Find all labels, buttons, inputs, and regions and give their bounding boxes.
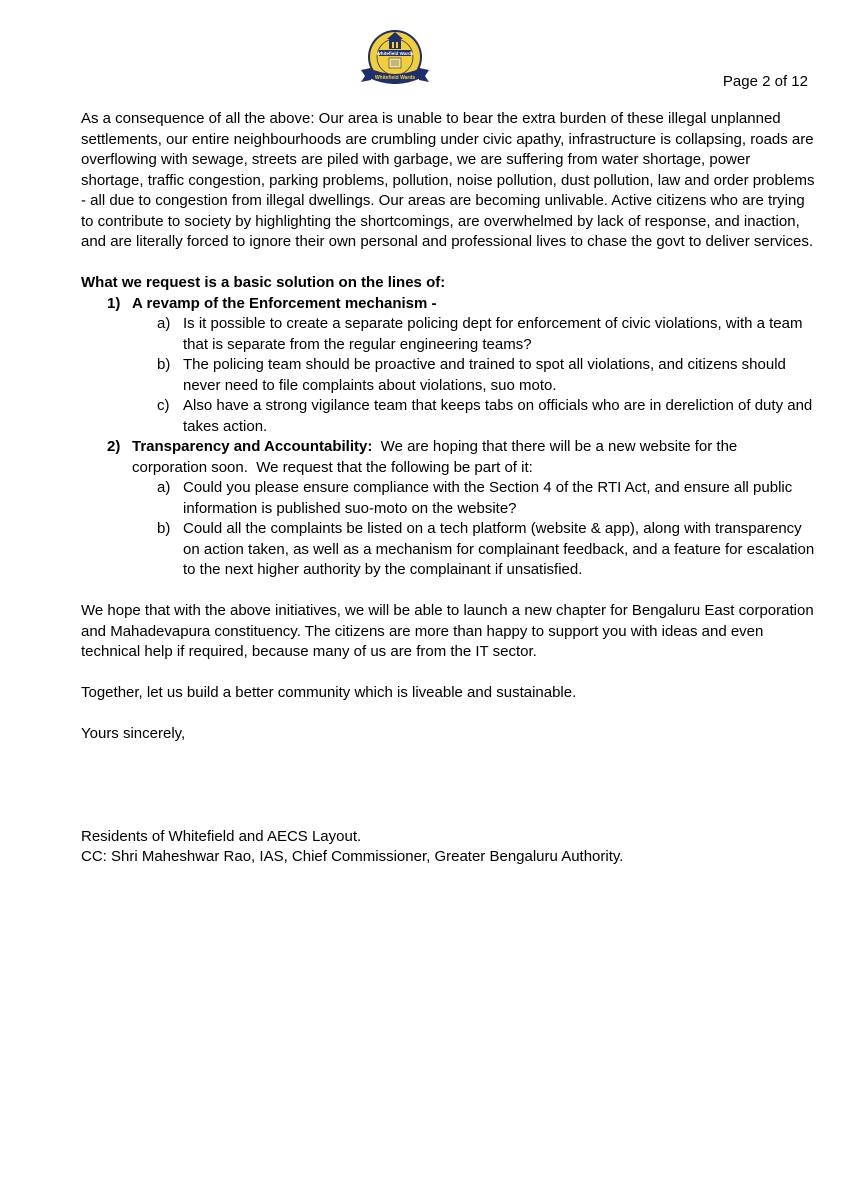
request-label: A revamp of the Enforcement mechanism - bbox=[132, 294, 437, 312]
subitem-marker: b) bbox=[157, 356, 171, 373]
request-list bbox=[81, 294, 816, 581]
subitem-marker: a) bbox=[157, 479, 171, 496]
request-label: Transparency and Accountability: bbox=[132, 438, 373, 455]
request-text: We are hoping that there will be a new website for the corporation soon. We request that the following be part of it: bbox=[132, 438, 742, 476]
subitem-text: The policing team should be proactive and trained to spot all violations, and citizens should never need to file complaints about violations, suo moto. bbox=[183, 356, 786, 394]
request-subitem bbox=[81, 314, 816, 355]
logo-top-text: Whitefield Wards bbox=[376, 50, 414, 56]
hope-paragraph: We hope that with the above initiatives, we will be able to launch a new chapter for Bengaluru East corporation and Mahadevapura constituency. The citizens are more than happy to support you with ideas and even technical help if required, because many of us are from the IT sector. bbox=[81, 602, 814, 660]
subitem-marker: b) bbox=[157, 520, 171, 537]
request-heading: What we request is a basic solution on the lines of: bbox=[81, 274, 446, 291]
request-subitem bbox=[81, 396, 816, 437]
cc-line: CC: Shri Maheshwar Rao, IAS, Chief Commissioner, Greater Bengaluru Authority. bbox=[81, 848, 624, 865]
letter-body bbox=[81, 109, 816, 868]
request-marker: 2) bbox=[107, 438, 121, 455]
request-marker: 1) bbox=[107, 294, 121, 312]
together-paragraph: Together, let us build a better community which is liveable and sustainable. bbox=[81, 684, 577, 701]
page-number: Page 2 of 12 bbox=[722, 73, 808, 90]
request-subitem bbox=[81, 478, 816, 519]
subitem-text: Could you please ensure compliance with the Section 4 of the RTI Act, and ensure all public information is published suo-moto on the website? bbox=[183, 479, 793, 517]
subitem-text: Is it possible to create a separate policing dept for enforcement of civic violations, with a team that is separate from the regular engineering teams? bbox=[183, 315, 803, 353]
signatory-line: Residents of Whitefield and AECS Layout. bbox=[81, 827, 362, 845]
request-subitem bbox=[81, 355, 816, 396]
logo-ribbon-text: Whitefield Wards bbox=[374, 75, 416, 81]
request-subitem bbox=[81, 519, 816, 581]
whitefield-wards-logo bbox=[359, 28, 431, 94]
subitem-marker: a) bbox=[157, 315, 171, 332]
subitem-text: Also have a strong vigilance team that keeps tabs on officials who are in dereliction of duty and takes action. bbox=[183, 397, 813, 435]
closing-line: Yours sincerely, bbox=[81, 725, 186, 742]
request-item bbox=[81, 294, 816, 315]
subitem-text: Could all the complaints be listed on a tech platform (website & app), along with transparency on action taken, as well as a mechanism for complainant feedback, and a feature for escalation to the next higher authority by the complainant if unsatisfied. bbox=[183, 520, 815, 578]
request-item bbox=[81, 437, 816, 478]
subitem-marker: c) bbox=[157, 397, 170, 414]
whitefield-wards-emblem-icon bbox=[359, 28, 431, 94]
intro-paragraph: As a consequence of all the above: Our area is unable to bear the extra burden of these illegal unplanned settlements, our entire neighbourhoods are crumbling under civic apathy, infrastructure is collapsing, roads are overflowing with sewage, streets are piled with garbage, we are suffering from water shortage, power shortage, traffic congestion, parking problems, pollution, noise pollution, dust pollution, law and order problems - all due to congestion from illegal dwellings. Our areas are becoming unlivable. Active citizens who are trying to contribute to society by highlighting the shortcomings, are overwhelmed by lack of response, and inaction, and are literally forced to ignore their own personal and professional lives to chase the govt to deliver services. bbox=[81, 110, 815, 250]
